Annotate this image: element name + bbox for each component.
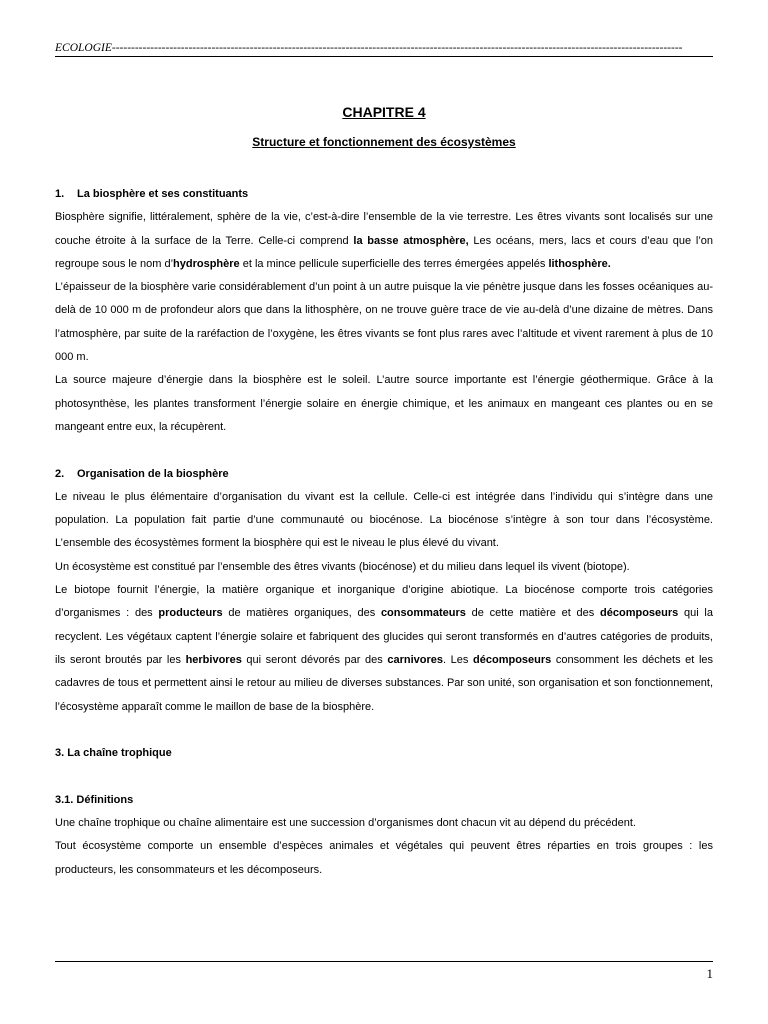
text-run: consomment les déchets et les cadavres de tous et permettent ainsi le retour au milieu de diverses substances. Par son unité, son organisation et son fonctionnement, l’écosystème apparaît comme le maillon de base de la biosphère. xyxy=(55,653,714,713)
bold-term: consommateurs xyxy=(380,607,466,620)
header-dashes: ----------------------------------------------------------------------------------------------------------------------------------------------------- xyxy=(111,42,683,54)
chapter-title-text: CHAPITRE 4 xyxy=(342,104,426,120)
section-1-title: La biosphère et ses constituants xyxy=(77,188,249,200)
section-3-1-paragraph-2: Tout écosystème comporte un ensemble d’espèces animales et végétales qui peuvent êtres réparties en trois groupes : les producteurs, les consommateurs et les décomposeurs. xyxy=(55,840,713,876)
running-header xyxy=(55,40,713,57)
bold-term: hydrosphère xyxy=(173,257,240,270)
document-body xyxy=(55,183,713,882)
bold-term: carnivores xyxy=(387,653,444,666)
section-1-number: 1. xyxy=(55,188,65,200)
section-3-heading: 3. La chaîne trophique xyxy=(55,747,172,760)
section-1-heading xyxy=(55,183,713,206)
text-run: et la mince pellicule superficielle des terres émergées appelés xyxy=(239,257,549,270)
section-2-title: Organisation de la biosphère xyxy=(77,467,229,480)
spacer xyxy=(55,439,713,462)
spacer xyxy=(55,719,713,742)
spacer xyxy=(55,765,713,788)
page-number: 1 xyxy=(706,966,713,981)
bold-term: herbivores xyxy=(185,653,242,666)
bold-term: décomposeurs xyxy=(600,607,679,620)
section-1-paragraph-1 xyxy=(55,206,713,276)
text-run: qui seront dévorés par des xyxy=(241,653,388,666)
text-run: de cette matière et des xyxy=(465,607,601,620)
chapter-title xyxy=(0,103,768,121)
text-run: . Les xyxy=(443,653,474,666)
bold-term: la basse atmosphère, xyxy=(353,234,469,247)
section-2-number: 2. xyxy=(55,467,65,480)
section-2-paragraph-2: Un écosystème est constitué par l’ensemble des êtres vivants (biocénose) et du milieu dans lequel ils vivent (biotope). xyxy=(55,560,630,573)
section-3-1-heading: 3.1. Définitions xyxy=(55,793,134,806)
chapter-subtitle xyxy=(0,134,768,150)
section-2-heading xyxy=(55,463,713,486)
text-run: Les océans, mers, lacs et cours d’eau que l’on regroupe sous le nom d’ xyxy=(55,234,713,270)
section-1-paragraph-2: L’épaisseur de la biosphère varie considérablement d’un point à un autre puisque la vie pénètre jusque dans les fosses océaniques au-delà de 10 000 m de profondeur alors que dans la lithosphère, on ne trouve guère trace de vie au-delà d’une dizaine de mètres. Dans l’atmosphère, par suite de la raréfaction de l’oxygène, les êtres vivants se font plus rares avec l’altitude et vivent rarement à plus de 10 000 m. xyxy=(55,281,713,364)
text-run: Biosphère signifie, littéralement, sphère de la vie, c’est-à-dire l’ensemble de la vie terrestre. Les êtres vivants sont localisés sur une couche étroite à la surface de la Terre. Celle-ci comprend xyxy=(55,211,713,247)
section-2-paragraph-3 xyxy=(55,579,713,719)
section-3-1-paragraph-1: Une chaîne trophique ou chaîne alimentaire est une succession d’organismes dont chacun vit au dépend du précédent. xyxy=(55,817,636,830)
header-label: ECOLOGIE xyxy=(55,42,112,54)
chapter-subtitle-text: Structure et fonctionnement des écosystèmes xyxy=(252,135,516,149)
footer-rule xyxy=(55,961,713,962)
bold-term: décomposeurs xyxy=(473,653,552,666)
text-run: Le biotope fournit l’énergie, la matière organique et inorganique d’origine abiotique. La biocénose comporte trois catégories d’organismes : des xyxy=(55,584,713,620)
text-run: qui la recyclent. Les végétaux captent l’énergie solaire et fabriquent des glucides qui seront transformés en d’autres catégories de produits, ils seront broutés par les xyxy=(55,607,713,666)
section-1-paragraph-3: La source majeure d’énergie dans la biosphère est le soleil. L’autre source importante est l’énergie géothermique. Grâce à la photosynthèse, les plantes transforment l’énergie solaire en énergie chimique, et les animaux en mangeant ces plantes ou en se mangeant entre eux, la récupèrent. xyxy=(55,374,713,433)
bold-term: producteurs xyxy=(158,607,223,620)
section-2-paragraph-1: Le niveau le plus élémentaire d’organisation du vivant est la cellule. Celle-ci est intégrée dans l’individu qui s’intègre dans une population. La population fait partie d’une communauté ou biocénose. La biocénose s’intègre à son tour dans l’écosystème. L’ensemble des écosystèmes forment la biosphère qui est le niveau le plus élevé du vivant. xyxy=(55,490,713,550)
text-run: de matières organiques, des xyxy=(222,607,381,620)
bold-term: lithosphère. xyxy=(548,257,611,270)
